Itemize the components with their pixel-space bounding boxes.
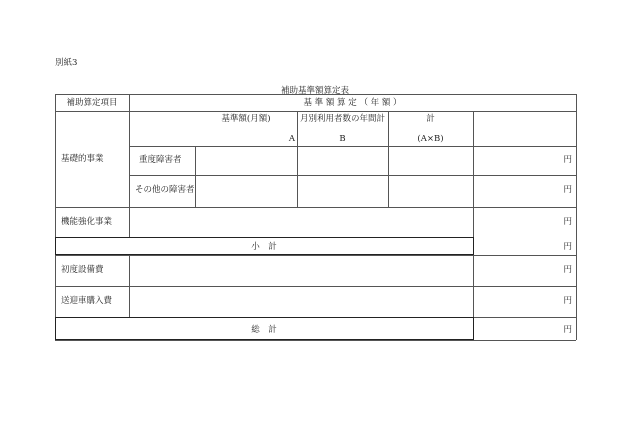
row-line-subheader	[129, 146, 576, 147]
row-initial-equipment: 初度設備費	[61, 265, 104, 275]
row-subtotal: 小 計	[251, 242, 277, 252]
row-line-basic	[55, 207, 576, 208]
unit-function: 円	[563, 217, 572, 227]
subheader-base-letter: A	[288, 134, 295, 144]
unit-subtotal: 円	[563, 242, 572, 252]
subheader-total-formula: (A×B)	[417, 134, 444, 144]
subheader-users: 月別利用者数の年間計	[299, 114, 385, 124]
col-line-item-lower	[129, 255, 130, 317]
unit-other: 円	[563, 185, 572, 195]
subheader-users-letter: B	[339, 134, 346, 144]
calculation-table	[55, 94, 576, 340]
col-line-item	[129, 94, 130, 237]
subheader-base-amount: 基準額(月額)	[221, 114, 271, 124]
subheader-total: 計	[426, 114, 435, 124]
unit-initial-equipment: 円	[563, 265, 572, 275]
row-line-equipment	[55, 286, 576, 287]
table-border-top	[55, 94, 576, 95]
row-function: 機能強化事業	[61, 217, 113, 227]
row-line-subtotal	[55, 255, 576, 256]
table-border-left	[55, 94, 56, 340]
col-line-category	[195, 146, 196, 207]
row-line-severe	[129, 175, 576, 176]
unit-vehicle: 円	[563, 296, 572, 306]
document-title: 補助基準額算定表	[280, 86, 349, 96]
row-vehicle: 送迎車購入費	[61, 296, 113, 306]
unit-grand-total: 円	[563, 325, 572, 335]
row-grand-total: 総 計	[251, 325, 277, 335]
row-severe: 重度障害者	[139, 155, 182, 165]
header-item: 補助算定項目	[66, 98, 118, 108]
table-border-right	[576, 94, 577, 340]
row-other: その他の障害者	[135, 185, 195, 195]
attachment-label: 別紙3	[55, 58, 78, 68]
table-border-bottom	[55, 340, 576, 341]
col-line-base	[297, 111, 298, 207]
unit-severe: 円	[563, 155, 572, 165]
col-line-users	[388, 111, 389, 207]
header-calculation: 基 準 額 算 定 （ 年 額 ）	[303, 98, 402, 108]
row-basic-business: 基礎的事業	[61, 154, 104, 164]
row-line-header	[55, 111, 576, 112]
